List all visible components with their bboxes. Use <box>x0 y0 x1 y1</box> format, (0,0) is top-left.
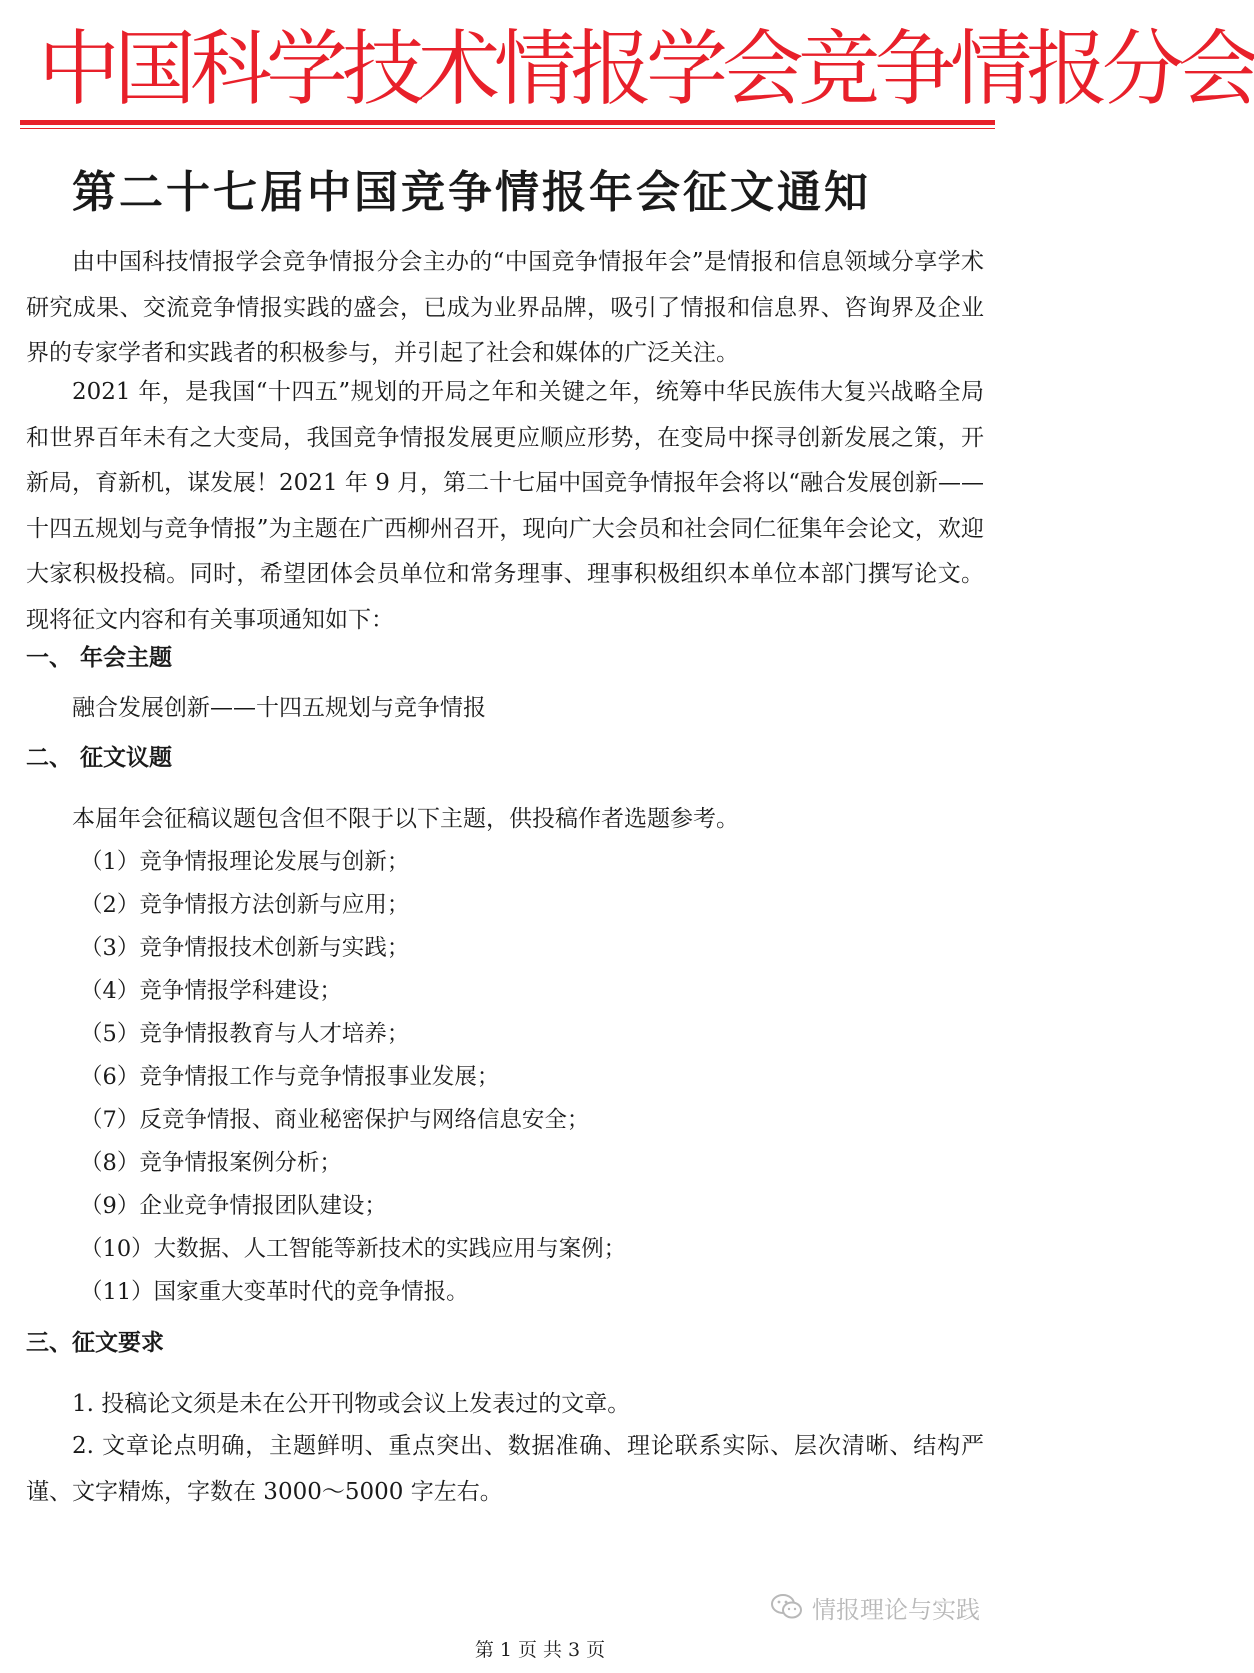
intro-paragraph-2: 2021 年，是我国“十四五”规划的开局之年和关键之年，统筹中华民族伟大复兴战略全局和世界百年未有之大变局，我国竞争情报发展更应顺应形势，在变局中探寻创新发展之策，开新局，育新机，谋发展！2021 年 9 月，第二十七届中国竞争情报年会将以“融合发展创新——十四五规划与竞争情报”为主题在广西柳州召开，现向广大会员和社会同仁征集年会论文，欢迎大家积极投稿。同时，希望团体会员单位和常务理事、理事积极组织本单位本部门撰写论文。现将征文内容和有关事项通知如下： <box>26 379 984 633</box>
page-number: 第 1 页 共 3 页 <box>474 1639 606 1661</box>
letterhead-divider-thin <box>20 128 995 129</box>
watermark <box>770 1585 980 1629</box>
topic-item: （1）竞争情报理论发展与创新； <box>80 849 410 875</box>
requirement-2: 2. 文章论点明确，主题鲜明、重点突出、数据准确、理论联系实际、层次清晰、结构严谨、文字精炼，字数在 3000～5000 字左右。 <box>26 1433 984 1505</box>
topic-item: （11）国家重大变革时代的竞争情报。 <box>80 1279 469 1305</box>
topic-item: （3）竞争情报技术创新与实践； <box>80 935 410 961</box>
topic-item: （7）反竞争情报、商业秘密保护与网络信息安全； <box>80 1107 590 1133</box>
topic-item: （6）竞争情报工作与竞争情报事业发展； <box>80 1064 500 1090</box>
section-2-heading: 二、 征文议题 <box>26 745 173 771</box>
topic-item: （9）企业竞争情报团队建设； <box>80 1193 387 1219</box>
topic-item: （10）大数据、人工智能等新技术的实践应用与案例； <box>80 1236 627 1262</box>
topic-item: （8）竞争情报案例分析； <box>80 1150 342 1176</box>
annual-theme: 融合发展创新——十四五规划与竞争情报 <box>72 695 486 721</box>
section-3-heading: 三、征文要求 <box>26 1330 164 1356</box>
intro-paragraph-1: 由中国科技情报学会竞争情报分会主办的“中国竞争情报年会”是情报和信息领域分享学术研究成果、交流竞争情报实践的盛会，已成为业界品牌，吸引了情报和信息界、咨询界及企业界的专家学者和实践者的积极参与，并引起了社会和媒体的广泛关注。 <box>26 249 984 366</box>
organization-letterhead: 中国科学技术情报学会竞争情报分会 <box>38 22 1254 117</box>
watermark-text: 情报理论与实践 <box>812 1595 980 1624</box>
section-1-heading: 一、 年会主题 <box>26 645 173 671</box>
topic-item: （5）竞争情报教育与人才培养； <box>80 1021 410 1047</box>
topic-item: （2）竞争情报方法创新与应用； <box>80 892 410 918</box>
requirement-1: 1. 投稿论文须是未在公开刊物或会议上发表过的文章。 <box>72 1391 631 1417</box>
topics-intro: 本届年会征稿议题包含但不限于以下主题，供投稿作者选题参考。 <box>72 806 739 832</box>
topic-item: （4）竞争情报学科建设； <box>80 978 342 1004</box>
document-title: 第二十七届中国竞争情报年会征文通知 <box>72 167 871 218</box>
wechat-icon <box>770 1593 804 1621</box>
letterhead-divider <box>20 120 995 125</box>
